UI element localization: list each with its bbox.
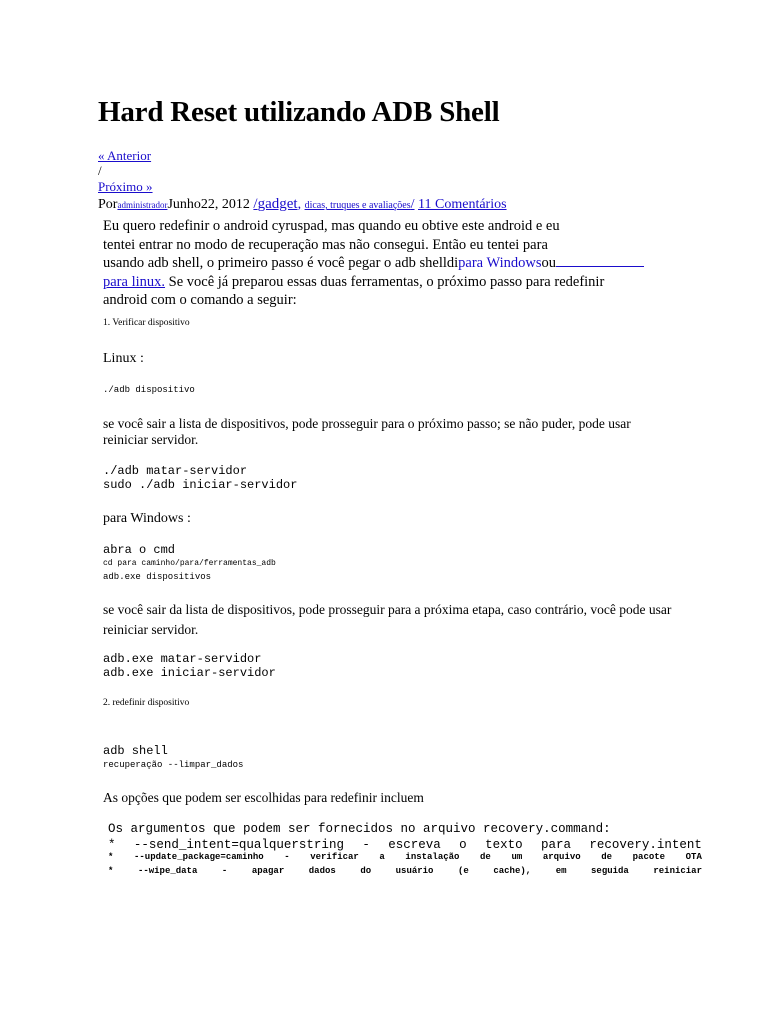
- argument-word: em: [555, 866, 567, 876]
- intro-line-4: [103, 273, 663, 292]
- date-rest: 22, 2012: [200, 197, 250, 212]
- arguments-header: [108, 822, 702, 838]
- options-label: [103, 790, 703, 806]
- date-month: Junho: [167, 197, 201, 212]
- options-label-text: As opções que podem ser escolhidas para redefinir incluem: [103, 790, 424, 805]
- windows-download-link[interactable]: para Windows: [458, 255, 542, 271]
- linux-devices-command: [103, 383, 195, 397]
- windows-label: para Windows :: [103, 511, 191, 526]
- argument-word: *: [108, 838, 116, 852]
- argument-word: reiniciar: [653, 866, 702, 876]
- argument-word: usuário: [395, 866, 434, 876]
- code-line: adb shell: [103, 744, 168, 758]
- intro-or: ou: [541, 255, 556, 271]
- code-line: sudo ./adb iniciar-servidor: [103, 478, 298, 492]
- windows-restart-code: [103, 652, 276, 680]
- argument-word: de: [601, 852, 613, 862]
- link-underline: [556, 254, 644, 267]
- argument-word: *: [108, 866, 114, 876]
- argument-word: seguida: [591, 866, 629, 876]
- paragraph-2-line-2: reiniciar servidor.: [103, 622, 199, 637]
- post-meta: [98, 196, 507, 213]
- paragraph-1-line-1: se você sair a lista de dispositivos, pode prosseguir para o próximo passo; se não puder, pode usar: [103, 416, 631, 431]
- argument-word: OTA: [685, 852, 702, 862]
- argument-word: de: [480, 852, 491, 862]
- argument-word: escreva: [388, 838, 441, 852]
- argument-word: apagar: [251, 866, 285, 876]
- nav-separator: /: [98, 163, 102, 178]
- linux-restart-code: [103, 464, 297, 492]
- paragraph-1-line-2: reiniciar servidor.: [103, 432, 199, 447]
- argument-word: --update_package=caminho: [134, 852, 264, 862]
- argument-word: --wipe_data: [137, 866, 198, 876]
- argument-word: o: [459, 838, 467, 852]
- page-title: Hard Reset utilizando ADB Shell: [98, 96, 500, 128]
- intro-line-2: tentei entrar no modo de recuperação mas não consegui. Então eu tentei para: [103, 236, 548, 253]
- next-link[interactable]: Próximo »: [98, 179, 153, 194]
- reset-code: [103, 744, 243, 772]
- paragraph-2: [103, 602, 703, 638]
- code-line: recuperação --limpar_dados: [103, 760, 244, 770]
- windows-devices-code: [103, 543, 276, 584]
- argument-word: (e: [458, 866, 469, 876]
- comments-link[interactable]: 11 Comentários: [418, 197, 507, 212]
- argument-send-intent: [108, 838, 702, 852]
- intro-line-1: Eu quero redefinir o android cyruspad, mas quando eu obtive este android e eu: [103, 218, 560, 234]
- argument-word: verificar: [310, 852, 359, 862]
- argument-word: a: [379, 852, 385, 862]
- argument-word: texto: [485, 838, 523, 852]
- argument-wipe-data: [108, 866, 702, 880]
- code-line: cd para caminho/para/ferramentas_adb: [103, 559, 276, 568]
- category-gadget-label: gadget: [257, 196, 298, 212]
- paragraph-2-line-1: se você sair da lista de dispositivos, pode prosseguir para a próxima etapa, caso contrário, você pode usar: [103, 602, 672, 617]
- recovery-arguments: [108, 822, 702, 880]
- argument-word: arquivo: [542, 852, 581, 862]
- argument-word: -: [362, 838, 370, 852]
- code-line: ./adb dispositivo: [103, 385, 195, 395]
- slash-2: /: [410, 197, 415, 212]
- argument-word: para: [540, 838, 571, 852]
- category-gadget-link[interactable]: [253, 196, 297, 212]
- argument-word: dados: [308, 866, 336, 876]
- linux-label: Linux :: [103, 351, 144, 366]
- intro-line-3-text: usando adb shell, o primeiro passo é você pegar o adb shelldi: [103, 255, 459, 271]
- argument-word: um: [511, 852, 523, 862]
- argument-word: -: [284, 852, 290, 862]
- intro-line-5: android com o comando a seguir:: [103, 292, 297, 308]
- intro-line-3: [103, 254, 663, 273]
- code-line: adb.exe iniciar-servidor: [103, 666, 276, 680]
- paragraph-1: [103, 416, 703, 448]
- argument-word: do: [360, 866, 372, 876]
- argument-word: --send_intent=qualquerstring: [133, 838, 344, 852]
- code-line: adb.exe dispositivos: [103, 572, 212, 582]
- argument-word: pacote: [632, 852, 666, 862]
- argument-word: Os argumentos que podem ser fornecidos no arquivo recovery.command:: [108, 822, 611, 836]
- intro-line-4-text: Se você já preparou essas duas ferramentas, o próximo passo para redefinir: [165, 273, 605, 290]
- by-label: Por: [98, 197, 118, 212]
- argument-word: *: [108, 852, 114, 862]
- linux-download-link[interactable]: para linux.: [103, 273, 166, 290]
- author-link[interactable]: administrador: [117, 200, 168, 210]
- code-line: abra o cmd: [103, 543, 176, 557]
- argument-update-package: [108, 852, 702, 866]
- step-1-heading: 1. Verificar dispositivo: [103, 318, 190, 328]
- argument-word: cache),: [493, 866, 532, 876]
- argument-word: -: [221, 866, 228, 876]
- code-line: adb.exe matar-servidor: [103, 652, 262, 666]
- argument-word: recovery.intent: [589, 838, 702, 852]
- code-line: ./adb matar-servidor: [103, 464, 248, 478]
- comma: ,: [297, 197, 302, 212]
- step-2-heading: 2. redefinir dispositivo: [103, 698, 190, 708]
- category-tips-link[interactable]: dicas, truques e avaliações: [304, 200, 411, 211]
- slash-1: /: [253, 196, 258, 212]
- intro-paragraph: [103, 217, 663, 310]
- prev-link[interactable]: « Anterior: [98, 148, 152, 163]
- argument-word: instalação: [405, 852, 460, 862]
